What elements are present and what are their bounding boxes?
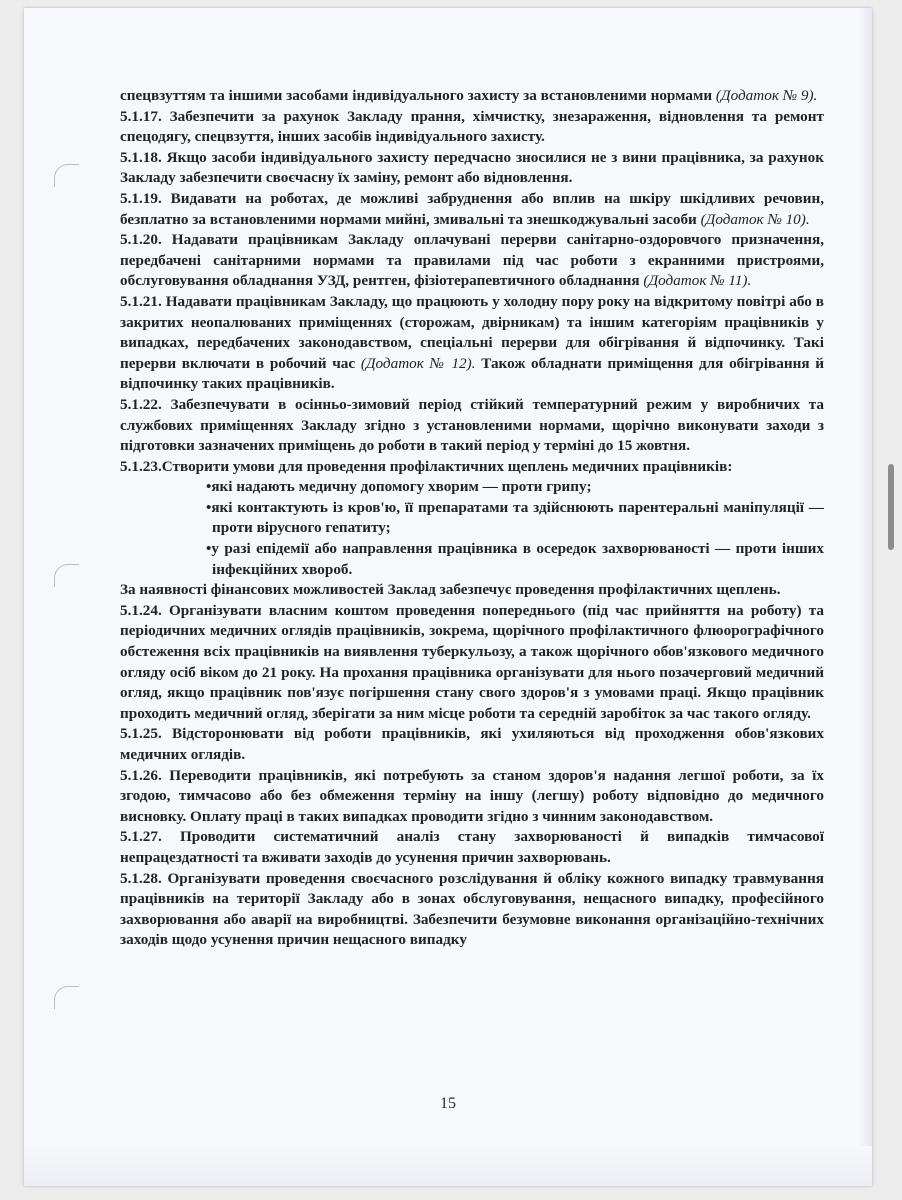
punch-hole-mark <box>54 986 79 1009</box>
paragraph: 5.1.28. Організувати проведення своєчасного розслідування й обліку кожного випадку травмування працівників на території Закладу або в зонах обслуговування, нещасного випадку, професійного захворювання або аварії на виробництві. Забезпечити безумовне виконання організаційно-технічних заходів щодо усунення причин нещасного випадку <box>120 869 824 949</box>
punch-hole-mark <box>54 564 79 587</box>
scan-edge <box>858 8 872 1186</box>
punch-hole-mark <box>54 164 79 187</box>
paragraph: 5.1.27. Проводити систематичний аналіз стану захворюваності й випадків тимчасової непрацездатності та вживати заходів до усунення причин захворювань. <box>120 828 824 866</box>
appendix-reference: (Додаток № 11). <box>643 272 752 290</box>
paragraph: 5.1.23.Створити умови для проведення профілактичних щеплень медичних працівників: <box>120 457 733 475</box>
paragraph: 5.1.21. Надавати працівникам Закладу, що працюють у холодну пору року на відкритому повітрі або в закритих неопалюваних приміщеннях (сторожам, двірникам) та іншим категоріям працівників у випадках, передбачених законодавством, спеціальні перерви для обігрівання й відпочинку. Такі перерви включати в робочий час (Додаток № 12). Також обладнати приміщення для обігрівання й відпочинку таких працівників. <box>120 292 824 393</box>
paragraph: 5.1.18. Якщо засоби індивідуального захисту передчасно зносилися не з вини працівника, за рахунок Закладу забезпечити своєчасну їх заміну, ремонт або відновлення. <box>120 148 824 187</box>
bullet-item: •які надають медичну допомогу хворим — проти грипу; <box>206 478 592 496</box>
document-page <box>24 8 872 1186</box>
paragraph: За наявності фінансових можливостей Заклад забезпечує проведення профілактичних щеплень. <box>120 581 781 599</box>
page-number: 15 <box>440 1095 456 1112</box>
paragraph: 5.1.26. Переводити працівників, які потребують за станом здоров'я надання легшої роботи, за їх згодою, тимчасово або без обмеження терміну на іншу (легшу) роботу відповідно до медичного висновку. Оплату праці в таких випадках проводити згідно з чинним законодавством. <box>120 766 824 825</box>
paragraph: 5.1.20. Надавати працівникам Закладу оплачувані перерви санітарно-оздоровчого призначення, передбачені санітарними нормами та правилами під час роботи з екранними пристроями, обслуговування обладнання УЗД, рентген, фізіотерапевтичного обладнання (Додаток № 11). <box>120 231 824 290</box>
scan-bottom-shadow <box>24 1146 872 1186</box>
bullet-item: •у разі епідемії або направлення працівника в осередок захворюваності — проти інших інфекційних хвороб. <box>206 540 824 578</box>
paragraph: 5.1.24. Організувати власним коштом проведення попереднього (під час прийняття на роботу) та періодичних медичних оглядів працівників, зокрема, щорічного профілактичного флюорографічного обстеження всіх працівників на виявлення туберкульозу, а також щорічного обов'язкового медичного огляду осіб віком до 21 року. На прохання працівника організувати для нього позачерговий медичний огляд, якщо працівник пов'язує погіршення стану свого здоров'я з умовами праці. Якщо працівник проходить медичний огляд, зберігати за ним місце роботи та середній заробіток за час такого огляду. <box>120 601 824 722</box>
appendix-reference: (Додаток № 9). <box>715 87 818 104</box>
paragraph: 5.1.22. Забезпечувати в осінньо-зимовий період стійкий температурний режим у виробничих та службових приміщеннях Закладу згідно з установленими нормами, щорічно виконувати заходи з підготовки зазначених приміщень до роботи в такий період у терміні до 15 жовтня. <box>120 395 824 455</box>
appendix-reference: (Додаток № 12). <box>360 354 476 372</box>
paragraph: 5.1.19. Видавати на роботах, де можливі забруднення або вплив на шкіру шкідливих речовин, безплатно за встановленими нормами мийні, змивальні та знешкоджувальні засоби (Додаток № 10). <box>120 189 824 228</box>
document-body <box>120 86 824 951</box>
paragraph: спецвзуттям та іншими засобами індивідуального захисту за встановленими нормами (Додаток № 9). <box>120 87 818 104</box>
paragraph: 5.1.25. Відсторонювати від роботи працівників, які ухиляються від проходження обов'язкових медичних оглядів. <box>120 725 824 763</box>
appendix-reference: (Додаток № 10). <box>700 210 810 228</box>
bullet-item: •які контактують із кров'ю, її препаратами та здійснюють парентеральні маніпуляції — проти вірусного гепатиту; <box>206 498 824 537</box>
paragraph: 5.1.17. Забезпечити за рахунок Закладу прання, хімчистку, знезараження, відновлення та ремонт спецодягу, спецвзуття, інших засобів індивідуального захисту. <box>120 107 824 146</box>
scrollbar-thumb[interactable] <box>888 464 894 550</box>
